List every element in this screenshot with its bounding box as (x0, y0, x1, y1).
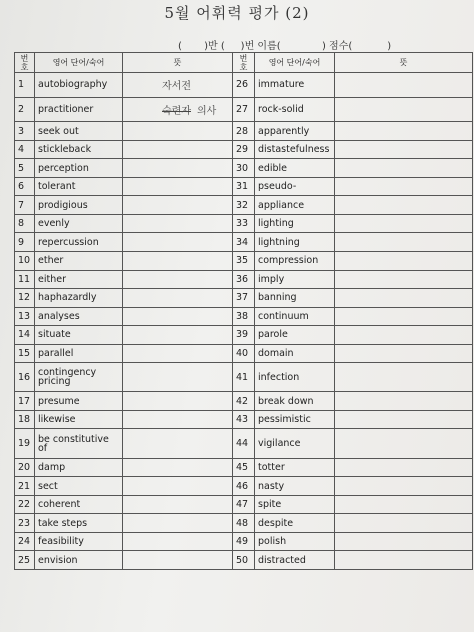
meaning-answer-cell[interactable] (123, 514, 233, 533)
header-word: 영어 단어/숙어 (35, 53, 123, 73)
english-word: sect (35, 477, 123, 496)
english-word: perception (35, 159, 123, 178)
meaning-answer-cell[interactable] (123, 551, 233, 570)
handwritten-answer: 숙련자 (162, 106, 191, 118)
item-number: 41 (233, 363, 255, 392)
item-number: 37 (233, 289, 255, 308)
item-number: 23 (15, 514, 35, 533)
item-number: 48 (233, 514, 255, 533)
table-row (15, 363, 473, 392)
table-row (15, 122, 473, 141)
header-meaning: 뜻 (335, 53, 473, 73)
item-number: 34 (233, 233, 255, 252)
table-row (15, 140, 473, 159)
meaning-answer-cell[interactable] (123, 97, 233, 122)
meaning-answer-cell[interactable] (123, 122, 233, 141)
item-number: 29 (233, 140, 255, 159)
english-word: immature (255, 73, 335, 98)
english-word: situate (35, 326, 123, 345)
english-word: envision (35, 551, 123, 570)
meaning-answer-cell[interactable] (335, 270, 473, 289)
meaning-answer-cell[interactable] (123, 532, 233, 551)
table-row (15, 477, 473, 496)
student-info-line: ( )반 ( )번 이름( ) 점수( ) (178, 41, 392, 52)
meaning-answer-cell[interactable] (335, 122, 473, 141)
english-word: coherent (35, 495, 123, 514)
meaning-answer-cell[interactable] (123, 214, 233, 233)
meaning-answer-cell[interactable] (123, 159, 233, 178)
item-number: 36 (233, 270, 255, 289)
english-word: distracted (255, 551, 335, 570)
meaning-answer-cell[interactable] (335, 392, 473, 411)
english-word: haphazardly (35, 289, 123, 308)
item-number: 8 (15, 214, 35, 233)
meaning-answer-cell[interactable] (335, 140, 473, 159)
meaning-answer-cell[interactable] (335, 159, 473, 178)
meaning-answer-cell[interactable] (123, 307, 233, 326)
meaning-answer-cell[interactable] (123, 392, 233, 411)
english-word: prodigious (35, 196, 123, 215)
meaning-answer-cell[interactable] (335, 214, 473, 233)
english-word: break down (255, 392, 335, 411)
item-number: 13 (15, 307, 35, 326)
item-number: 3 (15, 122, 35, 141)
english-word: rock-solid (255, 97, 335, 122)
item-number: 44 (233, 429, 255, 458)
english-word: spite (255, 495, 335, 514)
table-row (15, 326, 473, 345)
item-number: 10 (15, 251, 35, 270)
item-number: 46 (233, 477, 255, 496)
english-word: lightning (255, 233, 335, 252)
english-word: apparently (255, 122, 335, 141)
item-number: 33 (233, 214, 255, 233)
item-number: 21 (15, 477, 35, 496)
english-word: pessimistic (255, 410, 335, 429)
meaning-answer-cell[interactable] (123, 429, 233, 458)
table-row (15, 73, 473, 98)
header-word: 영어 단어/숙어 (255, 53, 335, 73)
english-word: vigilance (255, 429, 335, 458)
english-word: repercussion (35, 233, 123, 252)
english-word: autobiography (35, 73, 123, 98)
header-number: 번 호 (233, 53, 255, 73)
table-row (15, 177, 473, 196)
table-row (15, 429, 473, 458)
item-number: 12 (15, 289, 35, 308)
item-number: 28 (233, 122, 255, 141)
vocab-table (14, 52, 473, 570)
english-word: presume (35, 392, 123, 411)
meaning-answer-cell[interactable] (335, 344, 473, 363)
meaning-answer-cell[interactable] (335, 458, 473, 477)
meaning-answer-cell[interactable] (335, 410, 473, 429)
item-number: 31 (233, 177, 255, 196)
meaning-answer-cell[interactable] (123, 270, 233, 289)
item-number: 20 (15, 458, 35, 477)
item-number: 19 (15, 429, 35, 458)
item-number: 40 (233, 344, 255, 363)
meaning-answer-cell[interactable] (335, 97, 473, 122)
english-word: edible (255, 159, 335, 178)
english-word: damp (35, 458, 123, 477)
meaning-answer-cell[interactable] (123, 177, 233, 196)
table-row (15, 214, 473, 233)
english-word: analyses (35, 307, 123, 326)
english-word: parole (255, 326, 335, 345)
meaning-answer-cell[interactable] (123, 458, 233, 477)
english-word: evenly (35, 214, 123, 233)
table-row (15, 551, 473, 570)
item-number: 27 (233, 97, 255, 122)
meaning-answer-cell[interactable] (123, 495, 233, 514)
item-number: 24 (15, 532, 35, 551)
english-word: stickleback (35, 140, 123, 159)
item-number: 49 (233, 532, 255, 551)
meaning-answer-cell[interactable] (335, 289, 473, 308)
table-row (15, 532, 473, 551)
item-number: 43 (233, 410, 255, 429)
table-row (15, 495, 473, 514)
item-number: 50 (233, 551, 255, 570)
item-number: 47 (233, 495, 255, 514)
english-word: likewise (35, 410, 123, 429)
table-row (15, 307, 473, 326)
meaning-answer-cell[interactable] (123, 140, 233, 159)
item-number: 5 (15, 159, 35, 178)
table-row (15, 270, 473, 289)
english-word: nasty (255, 477, 335, 496)
item-number: 11 (15, 270, 35, 289)
meaning-answer-cell[interactable] (335, 233, 473, 252)
english-word: lighting (255, 214, 335, 233)
meaning-answer-cell[interactable] (123, 477, 233, 496)
item-number: 16 (15, 363, 35, 392)
item-number: 25 (15, 551, 35, 570)
table-row (15, 514, 473, 533)
header-meaning: 뜻 (123, 53, 233, 73)
meaning-answer-cell[interactable] (123, 363, 233, 392)
table-row (15, 289, 473, 308)
item-number: 7 (15, 196, 35, 215)
english-word: either (35, 270, 123, 289)
item-number: 17 (15, 392, 35, 411)
item-number: 42 (233, 392, 255, 411)
meaning-answer-cell[interactable] (123, 410, 233, 429)
table-row (15, 233, 473, 252)
table-row (15, 159, 473, 178)
table-row (15, 344, 473, 363)
meaning-answer-cell[interactable] (335, 196, 473, 215)
english-word: parallel (35, 344, 123, 363)
item-number: 15 (15, 344, 35, 363)
meaning-answer-cell[interactable] (123, 233, 233, 252)
english-word: imply (255, 270, 335, 289)
meaning-answer-cell[interactable] (335, 532, 473, 551)
table-row (15, 251, 473, 270)
meaning-answer-cell[interactable] (123, 73, 233, 98)
table-row (15, 458, 473, 477)
english-word: compression (255, 251, 335, 270)
english-word: seek out (35, 122, 123, 141)
meaning-answer-cell[interactable] (335, 429, 473, 458)
english-word: contingency pricing (35, 363, 123, 392)
meaning-answer-cell[interactable] (123, 289, 233, 308)
meaning-answer-cell[interactable] (335, 177, 473, 196)
english-word: infection (255, 363, 335, 392)
meaning-answer-cell[interactable] (335, 326, 473, 345)
table-row (15, 196, 473, 215)
item-number: 9 (15, 233, 35, 252)
english-word: totter (255, 458, 335, 477)
item-number: 4 (15, 140, 35, 159)
item-number: 14 (15, 326, 35, 345)
english-word: take steps (35, 514, 123, 533)
english-word: distastefulness (255, 140, 335, 159)
item-number: 2 (15, 97, 35, 122)
item-number: 35 (233, 251, 255, 270)
header-number: 번 호 (15, 53, 35, 73)
table-row (15, 410, 473, 429)
item-number: 18 (15, 410, 35, 429)
item-number: 32 (233, 196, 255, 215)
table-header-row (15, 53, 473, 73)
item-number: 22 (15, 495, 35, 514)
meaning-answer-cell[interactable] (123, 326, 233, 345)
item-number: 30 (233, 159, 255, 178)
english-word: domain (255, 344, 335, 363)
item-number: 39 (233, 326, 255, 345)
meaning-answer-cell[interactable] (335, 551, 473, 570)
meaning-answer-cell[interactable] (335, 477, 473, 496)
meaning-answer-cell[interactable] (123, 196, 233, 215)
english-word: banning (255, 289, 335, 308)
page-title: 5월 어휘력 평가 (2) (164, 4, 310, 22)
meaning-answer-cell[interactable] (335, 495, 473, 514)
meaning-answer-cell[interactable] (335, 514, 473, 533)
item-number: 38 (233, 307, 255, 326)
item-number: 1 (15, 73, 35, 98)
english-word: despite (255, 514, 335, 533)
meaning-answer-cell[interactable] (335, 307, 473, 326)
handwritten-correction: 의사 (196, 106, 217, 118)
english-word: practitioner (35, 97, 123, 122)
item-number: 6 (15, 177, 35, 196)
english-word: feasibility (35, 532, 123, 551)
meaning-answer-cell[interactable] (123, 344, 233, 363)
english-word: be constitutive of (35, 429, 123, 458)
english-word: ether (35, 251, 123, 270)
table-row (15, 392, 473, 411)
item-number: 45 (233, 458, 255, 477)
meaning-answer-cell[interactable] (335, 363, 473, 392)
meaning-answer-cell[interactable] (335, 73, 473, 98)
meaning-answer-cell[interactable] (123, 251, 233, 270)
english-word: polish (255, 532, 335, 551)
english-word: pseudo- (255, 177, 335, 196)
english-word: appliance (255, 196, 335, 215)
item-number: 26 (233, 73, 255, 98)
handwritten-answer: 자서전 (162, 81, 191, 93)
meaning-answer-cell[interactable] (335, 251, 473, 270)
english-word: tolerant (35, 177, 123, 196)
table-row (15, 97, 473, 122)
english-word: continuum (255, 307, 335, 326)
